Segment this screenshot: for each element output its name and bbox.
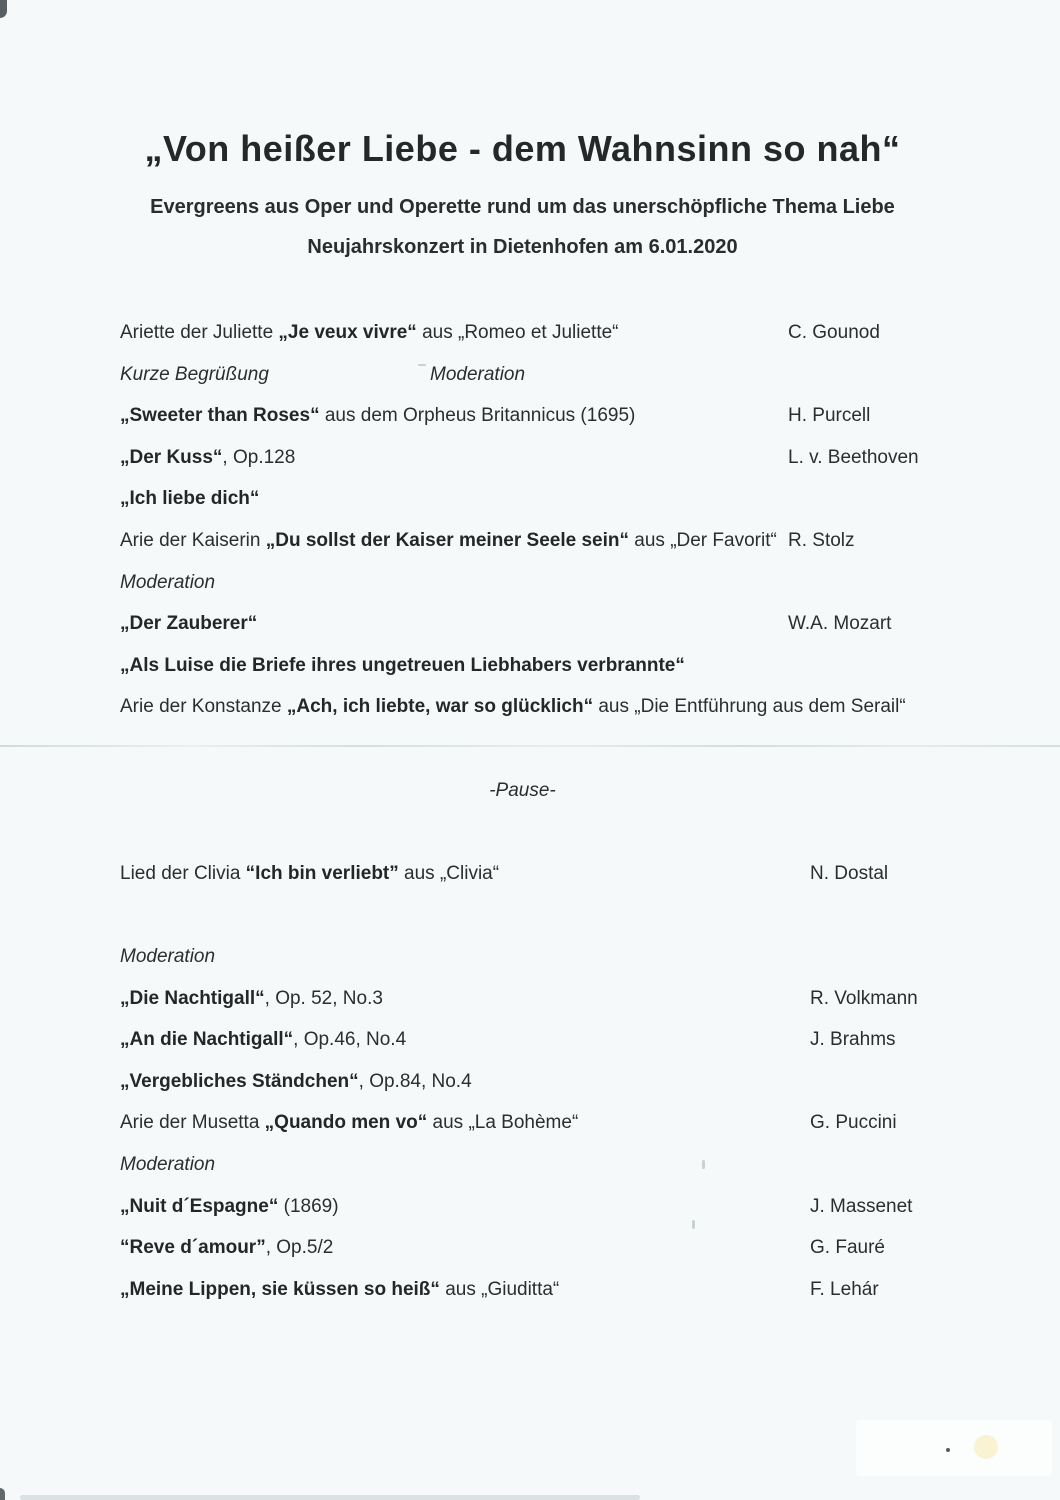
piece-title: „Sweeter than Roses“ [120,405,320,426]
watermark-circle [974,1435,998,1459]
pause-label: -Pause- [489,780,556,801]
scan-corner-mark-top [0,0,7,18]
piece-title: „Du sollst der Kaiser meiner Seele sein“ [265,530,629,551]
piece-description: Arie der Musetta [120,1112,265,1133]
piece-description: Lied der Clivia [120,863,246,884]
piece-title: „An die Nachtigall“ [120,1029,294,1050]
piece-description: aus dem Orpheus Britannicus (1695) [319,405,636,426]
program-row [0,1069,1060,1095]
program-row [0,1152,1060,1178]
composer-name: G. Fauré [810,1237,885,1258]
composer-name: W.A. Mozart [788,613,892,634]
scan-watermark-area [856,1420,1052,1476]
program-row [0,944,1060,970]
composer-name: R. Volkmann [810,988,918,1009]
program-row [0,653,1060,679]
program-row [0,403,1060,429]
composer-name: J. Brahms [810,1029,896,1050]
piece-description: , Op.46, No.4 [293,1029,407,1050]
piece-description: (1869) [278,1196,339,1217]
moderation-label: Moderation [430,364,526,385]
program-row [0,611,1060,637]
piece-description: Ariette der Juliette [120,322,279,343]
watermark-dot [946,1448,950,1452]
piece-title: „Ach, ich liebte, war so glücklich“ [286,696,594,717]
piece-title: „Ich liebe dich“ [120,488,260,509]
program-row [0,1027,1060,1053]
piece-description: aus „Romeo et Juliette“ [416,322,619,343]
composer-name: L. v. Beethoven [788,447,919,468]
piece-description: , Op. 52, No.3 [264,988,383,1009]
program-row [0,320,1060,346]
piece-title: „Vergebliches Ständchen“ [120,1071,359,1092]
page-subtitle: Evergreens aus Oper und Operette rund um das unerschöpfliche Thema Liebe [150,196,895,218]
scan-speck [418,364,426,366]
program-row [0,1277,1060,1303]
scan-bottom-smudge [20,1495,640,1500]
pause-row [0,778,1045,804]
scan-crease-line [0,745,1060,747]
piece-title: „Quando men vo“ [264,1112,428,1133]
piece-description: Arie der Kaiserin [120,530,266,551]
scan-speck [692,1220,695,1229]
program-row [0,1194,1060,1220]
program-row [0,861,1060,887]
composer-name: N. Dostal [810,863,889,884]
composer-name: F. Lehár [810,1279,879,1300]
program-row [0,528,1060,554]
piece-description: aus „Clivia“ [398,863,500,884]
piece-title: „Nuit d´Espagne“ [120,1196,279,1217]
piece-title: „Meine Lippen, sie küssen so heiß“ [120,1279,440,1300]
page-title: „Von heißer Liebe - dem Wahnsinn so nah“ [144,128,901,169]
piece-description: aus „Die Entführung aus dem Serail“ [593,696,906,717]
program-row [0,445,1060,471]
piece-description: aus „La Bohème“ [427,1112,579,1133]
program-row [0,986,1060,1012]
piece-description: , Op.84, No.4 [358,1071,472,1092]
composer-name: G. Puccini [810,1112,897,1133]
piece-title: „Der Zauberer“ [120,613,258,634]
piece-description: aus „Giuditta“ [439,1279,560,1300]
piece-title: „Der Kuss“ [120,447,223,468]
composer-name: J. Massenet [810,1196,913,1217]
program-row [0,486,1060,512]
moderation-label: Kurze Begrüßung [120,364,269,385]
program-row [0,362,1060,388]
piece-description: Arie der Konstanze [120,696,287,717]
scan-corner-mark-bottom [0,1488,5,1500]
piece-title: „Je veux vivre“ [278,322,417,343]
moderation-label: Moderation [120,1154,216,1175]
piece-title: „Die Nachtigall“ [120,988,265,1009]
piece-description: , Op.5/2 [265,1237,334,1258]
composer-name: R. Stolz [788,530,855,551]
piece-description: , Op.128 [222,447,296,468]
composer-name: C. Gounod [788,322,880,343]
piece-title: “Ich bin verliebt” [245,863,399,884]
moderation-label: Moderation [120,572,216,593]
scan-speck [702,1160,705,1169]
program-row [0,570,1060,596]
composer-name: H. Purcell [788,405,871,426]
event-line: Neujahrskonzert in Dietenhofen am 6.01.2020 [307,236,738,258]
moderation-label: Moderation [120,946,216,967]
piece-description: aus „Der Favorit“ [629,530,777,551]
program-row [0,1235,1060,1261]
program-row [0,1110,1060,1136]
program-row [0,694,1060,720]
piece-title: „Als Luise die Briefe ihres ungetreuen Liebhabers verbrannte“ [120,655,685,676]
piece-title: “Reve d´amour” [120,1237,266,1258]
